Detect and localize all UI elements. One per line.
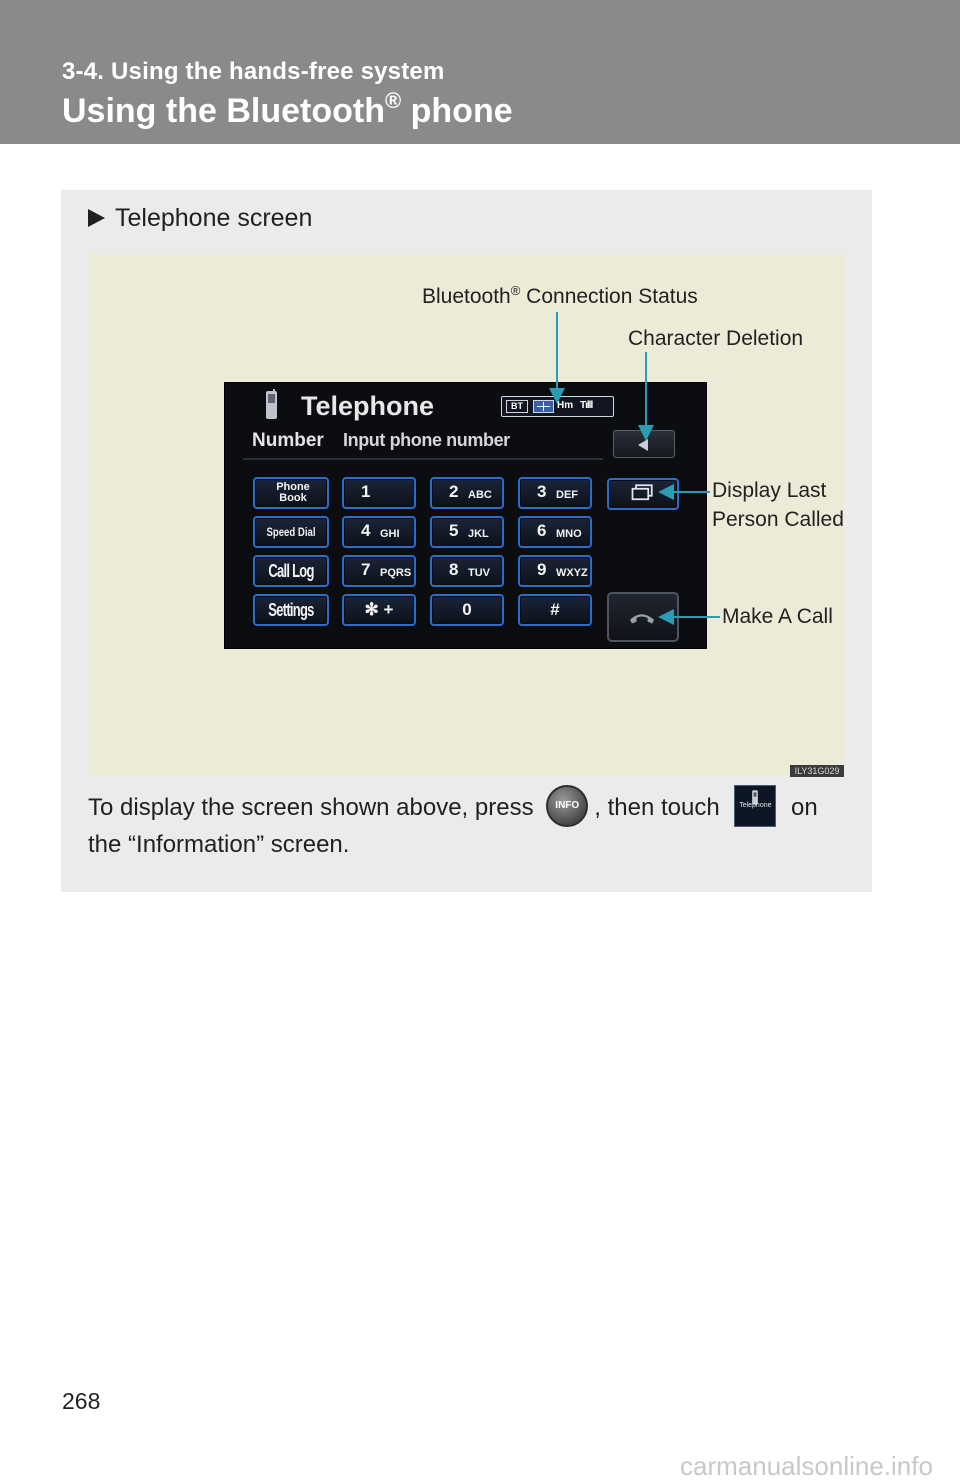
key-digit: 6 bbox=[537, 521, 547, 540]
telephone-menu-icon bbox=[734, 785, 776, 827]
connection-icon bbox=[533, 400, 554, 413]
key-9[interactable] bbox=[518, 555, 592, 587]
key-3[interactable] bbox=[518, 477, 592, 509]
callout-bt-registered-mark: ® bbox=[510, 283, 521, 298]
info-button-icon: INFO bbox=[546, 785, 588, 827]
phone-book-label: Phone Book bbox=[276, 481, 310, 504]
telephone-screen bbox=[224, 382, 707, 649]
handset-icon bbox=[609, 594, 677, 640]
section-heading: 3-4. Using the hands-free system bbox=[62, 58, 445, 85]
key-5[interactable] bbox=[430, 516, 504, 548]
key-letters: MNO bbox=[556, 528, 582, 540]
key-letters: DEF bbox=[556, 489, 578, 501]
title-tail: phone bbox=[401, 92, 513, 130]
key-2[interactable] bbox=[430, 477, 504, 509]
key-digit: 0 bbox=[462, 600, 472, 619]
key-digit: 8 bbox=[449, 560, 459, 579]
display-last-person-called-button[interactable] bbox=[607, 478, 679, 510]
telephone-screen-subheading bbox=[88, 204, 312, 233]
key-letters: PQRS bbox=[380, 567, 412, 579]
key-digit: 3 bbox=[537, 482, 547, 501]
key-star-plus[interactable] bbox=[342, 594, 416, 626]
screen-title: Telephone bbox=[301, 391, 435, 421]
key-4[interactable] bbox=[342, 516, 416, 548]
signal-strength: Tılll bbox=[580, 400, 593, 411]
page-number: 268 bbox=[62, 1388, 101, 1414]
key-digit: 5 bbox=[449, 521, 459, 540]
callout-character-deletion: Character Deletion bbox=[628, 327, 804, 350]
watermark: carmanualsonline.info bbox=[680, 1451, 933, 1481]
bt-badge: BT bbox=[506, 400, 528, 413]
phone-number-input[interactable]: Input phone number bbox=[343, 430, 510, 450]
key-letters: GHI bbox=[380, 528, 400, 540]
number-label: Number bbox=[252, 430, 324, 451]
key-digit: 1 bbox=[361, 482, 371, 501]
speed-dial-label: Speed Dial bbox=[266, 524, 316, 539]
para-part3: on the “Information” screen. bbox=[88, 794, 818, 858]
para-part2: , then touch bbox=[594, 794, 727, 821]
page-title bbox=[62, 88, 513, 131]
key-letters: WXYZ bbox=[556, 567, 588, 579]
callout-make-a-call: Make A Call bbox=[722, 605, 833, 628]
speed-dial-button[interactable] bbox=[253, 516, 329, 548]
title-registered-mark: ® bbox=[384, 88, 402, 113]
key-0[interactable] bbox=[430, 594, 504, 626]
telephone-icon-caption: Telephone bbox=[739, 801, 772, 809]
triangle-bullet-icon bbox=[88, 209, 105, 227]
key-1[interactable] bbox=[342, 477, 416, 509]
call-log-button[interactable] bbox=[253, 555, 329, 587]
key-7[interactable] bbox=[342, 555, 416, 587]
status-hm: Hm bbox=[557, 400, 574, 411]
make-a-call-button[interactable] bbox=[607, 592, 679, 642]
subheading-text: Telephone screen bbox=[115, 204, 313, 232]
cell-phone-icon bbox=[263, 389, 281, 421]
call-log-label: Call Log bbox=[268, 560, 314, 581]
figure-code: ILY31G029 bbox=[790, 765, 844, 777]
key-6[interactable] bbox=[518, 516, 592, 548]
key-letters: TUV bbox=[468, 567, 490, 579]
input-underline bbox=[243, 458, 603, 460]
key-digit: # bbox=[550, 600, 560, 619]
key-letters: JKL bbox=[468, 528, 489, 540]
phone-book-button[interactable] bbox=[253, 477, 329, 509]
callout-bt-text: Bluetooth bbox=[422, 285, 511, 308]
callout-bt-tail: Connection Status bbox=[520, 285, 698, 308]
callout-display-last-line2: Person Called bbox=[712, 508, 844, 531]
redial-window-icon bbox=[609, 480, 677, 508]
instruction-paragraph bbox=[88, 790, 848, 863]
settings-button[interactable] bbox=[253, 594, 329, 626]
callout-display-last-line1: Display Last bbox=[712, 479, 827, 502]
para-part1: To display the screen shown above, press bbox=[88, 794, 541, 821]
page-header bbox=[0, 0, 960, 144]
callout-bluetooth-status bbox=[422, 282, 698, 311]
key-hash[interactable] bbox=[518, 594, 592, 626]
key-8[interactable] bbox=[430, 555, 504, 587]
bluetooth-connection-status bbox=[501, 396, 614, 417]
key-digit: ✻ + bbox=[364, 600, 394, 619]
key-letters: ABC bbox=[468, 489, 492, 501]
key-digit: 2 bbox=[449, 482, 459, 501]
key-digit: 7 bbox=[361, 560, 371, 579]
key-digit: 9 bbox=[537, 560, 547, 579]
key-digit: 4 bbox=[361, 521, 371, 540]
settings-label: Settings bbox=[268, 599, 314, 620]
title-main: Using the Bluetooth bbox=[62, 92, 385, 130]
character-deletion-button[interactable] bbox=[613, 430, 675, 458]
